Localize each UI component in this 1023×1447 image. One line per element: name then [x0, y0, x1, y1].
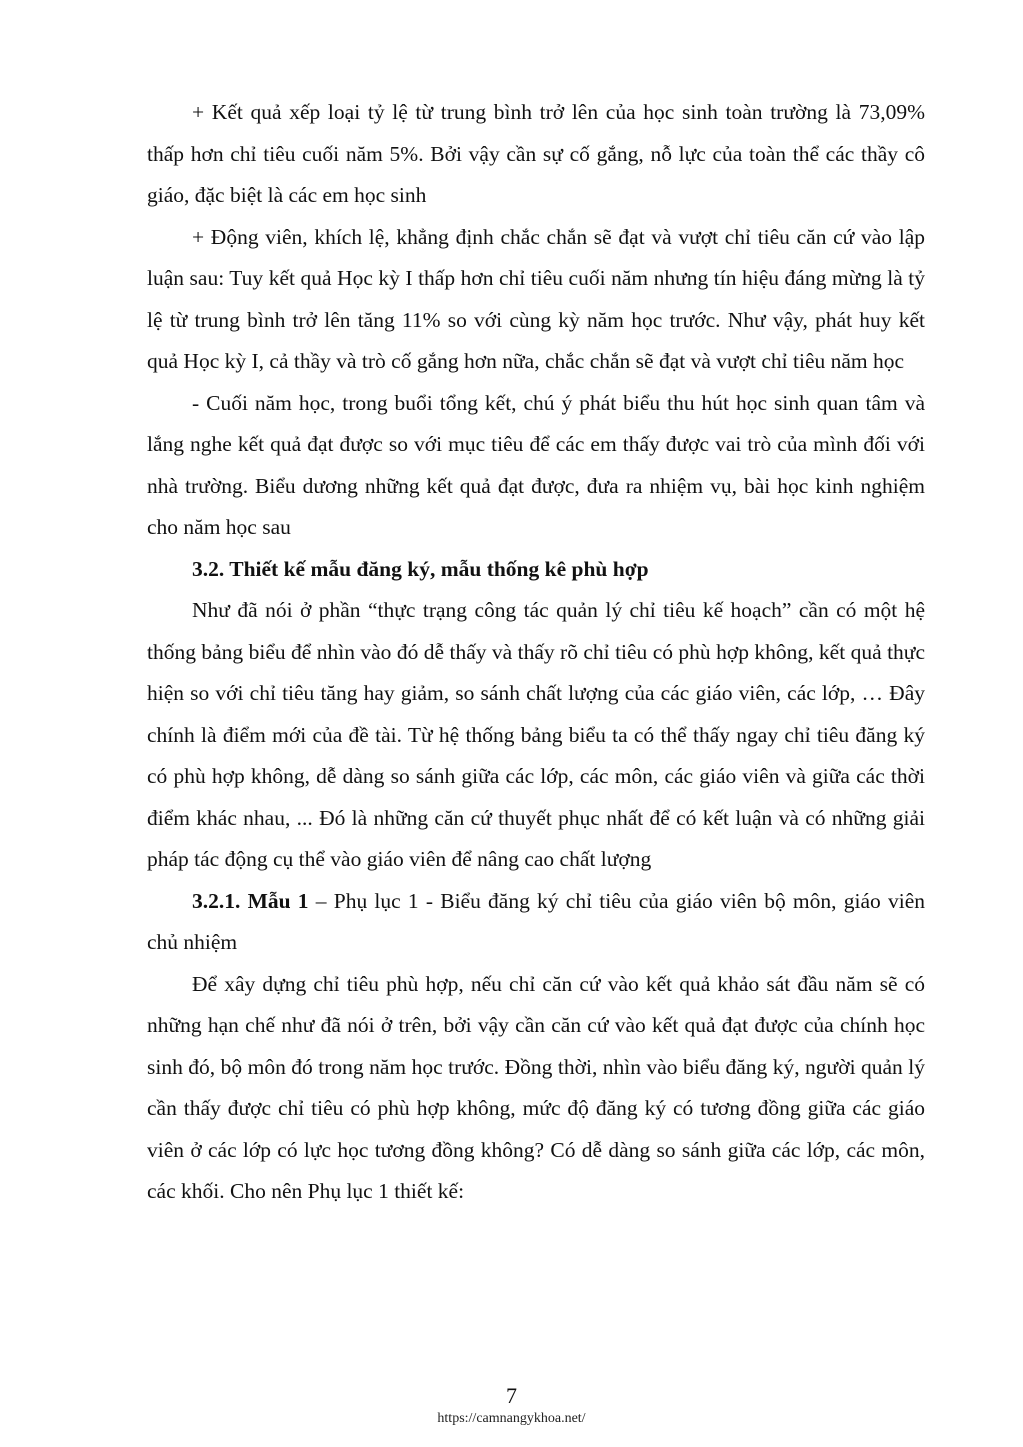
section-heading-3-2: 3.2. Thiết kế mẫu đăng ký, mẫu thống kê phù hợp [192, 556, 649, 581]
document-body [147, 92, 925, 1213]
subsection-number-label: 3.2.1. Mẫu 1 [192, 888, 309, 913]
subsection-heading-3-2-1 [147, 881, 925, 964]
footer-url: https://camnangykhoa.net/ [437, 1411, 586, 1426]
paragraph-result-rate: + Kết quả xếp loại tỷ lệ từ trung bình trở lên của học sinh toàn trường là 73,09% thấp hơn chỉ tiêu cuối năm 5%. Bởi vậy cần sự cố gắng, nỗ lực của toàn thể các thầy cô giáo, đặc biệt là các em học sinh [147, 100, 925, 207]
paragraph-section-3-2: Như đã nói ở phần “thực trạng công tác quản lý chỉ tiêu kế hoạch” cần có một hệ thống bảng biểu để nhìn vào đó dễ thấy và thấy rõ chỉ tiêu có phù hợp không, kết quả thực hiện so với chỉ tiêu tăng hay giảm, so sánh chất lượng của các giáo viên, các lớp, … Đây chính là điểm mới của đề tài. Từ hệ thống bảng biểu ta có thể thấy ngay chỉ tiêu đăng ký có phù hợp không, dễ dàng so sánh giữa các lớp, các môn, các giáo viên và giữa các thời điểm khác nhau, ... Đó là những căn cứ thuyết phục nhất để có kết luận và có những giải pháp tác động cụ thể vào giáo viên để nâng cao chất lượng [147, 598, 925, 871]
paragraph-year-end-summary: - Cuối năm học, trong buổi tổng kết, chú ý phát biểu thu hút học sinh quan tâm và lắng nghe kết quả đạt được so với mục tiêu để các em thấy được vai trò của mình đối với nhà trường. Biểu dương những kết quả đạt được, đưa ra nhiệm vụ, bài học kinh nghiệm cho năm học sau [147, 390, 925, 539]
paragraph-encouragement: + Động viên, khích lệ, khẳng định chắc chắn sẽ đạt và vượt chỉ tiêu căn cứ vào lập luận sau: Tuy kết quả Học kỳ I thấp hơn chỉ tiêu cuối năm nhưng tín hiệu đáng mừng là tỷ lệ từ trung bình trở lên tăng 11% so với cùng kỳ năm học trước. Như vậy, phát huy kết quả Học kỳ I, cả thầy và trò cố gắng hơn nữa, chắc chắn sẽ đạt và vượt chỉ tiêu năm học [147, 224, 925, 373]
page-number: 7 [506, 1383, 517, 1408]
paragraph-section-3-2-1: Để xây dựng chỉ tiêu phù hợp, nếu chỉ căn cứ vào kết quả khảo sát đầu năm sẽ có những hạn chế như đã nói ở trên, bởi vậy cần căn cứ vào kết quả đạt được của chính học sinh đó, bộ môn đó trong năm học trước. Đồng thời, nhìn vào biểu đăng ký, người quản lý cần thấy được chỉ tiêu có phù hợp không, mức độ đăng ký có tương đồng giữa các giáo viên ở các lớp có lực học tương đồng không? Có dễ dàng so sánh giữa các lớp, các môn, các khối. Cho nên Phụ lục 1 thiết kế: [147, 971, 925, 1203]
subsection-title-text: – Phụ lục 1 - Biểu đăng ký chỉ tiêu của giáo viên bộ môn, giáo viên chủ nhiệm [147, 888, 925, 954]
